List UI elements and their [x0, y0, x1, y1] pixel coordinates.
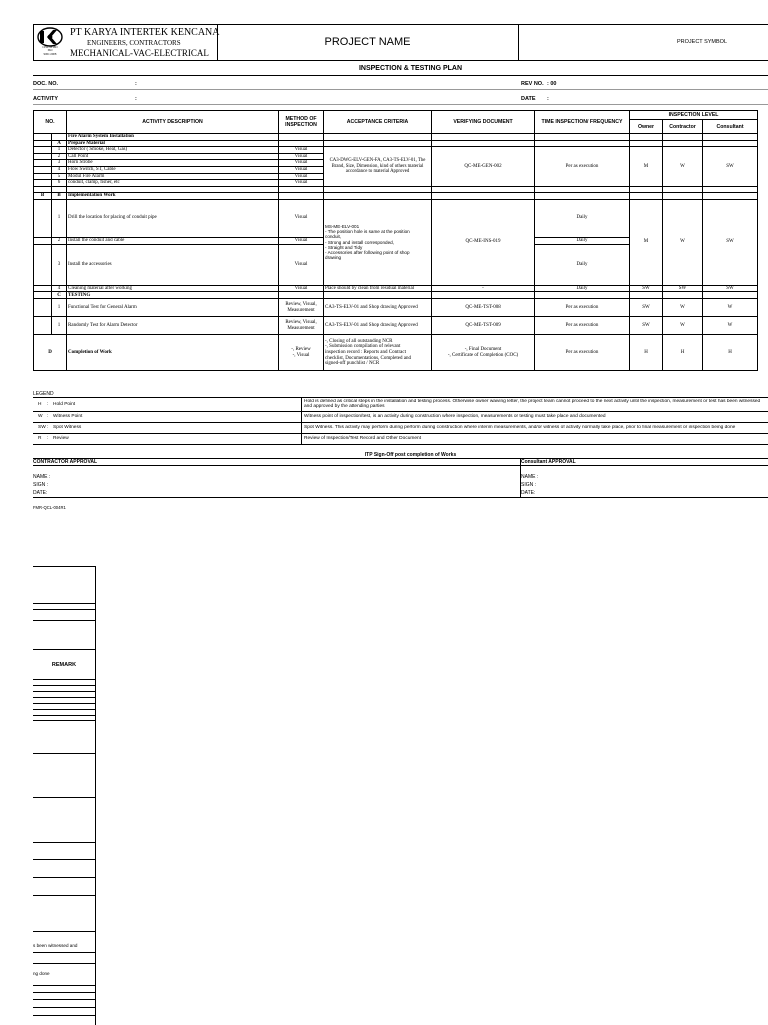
section-a-name: Prepare Material — [67, 140, 279, 147]
project-symbol: PROJECT SYMBOL — [677, 39, 728, 45]
col-acceptance: ACCEPTANCE CRITERIA — [324, 111, 432, 134]
plan-title: INSPECTION & TESTING PLAN — [358, 65, 463, 72]
section-b-name: Implementation Work — [67, 192, 279, 199]
date-colon: : — [547, 96, 549, 102]
legend-item-witness: W : Witness Point Witness point of inspection/test, is an activity during construction where inspection, measurements or testing must take place and documented — [33, 412, 768, 423]
legend-item-spot-witness: SW : Spot Witness Spot Witness. This activity may perform during perform during construction where interim measurements, and/or witness of activity normally take place, prior to final measurement or inspection being done — [33, 423, 768, 434]
table-row: 6 conduit, clamp, fisher, etc Visual — [34, 180, 758, 187]
signoff-title: ITP Sign-Off post completion of Works — [364, 452, 457, 458]
footer-code: FMR-QCL-004R1 — [33, 505, 66, 510]
table-row: 4 Flow Switch, ST, Cable Visual — [34, 166, 758, 173]
table-row: 1 Randomly Test for Alarm Detector Review, Visual, Measurement CA3-TS-ELV-01 and Shop drawing Approved QC-ME-TST-009 Per as execution SW W W — [34, 317, 758, 335]
consultant-sign: SIGN : — [521, 482, 537, 488]
company-line3: MECHANICAL-VAC-ELECTRICAL — [70, 48, 209, 58]
col-activity: ACTIVITY DESCRIPTION — [67, 111, 279, 134]
remark-column-fragment — [33, 566, 96, 1025]
doc-no-label: DOC. NO. — [33, 81, 59, 87]
section-b-letter: B — [34, 192, 52, 199]
consultant-name: NAME : — [521, 474, 539, 480]
table-row: 3 Install the accessories Visual Daily — [34, 244, 758, 285]
logo-caption: CERTIFIED ISO 9001:2008 — [42, 45, 58, 56]
section-d-name: Completion of Work — [67, 335, 279, 371]
contractor-approval: CONTRACTOR APPROVAL — [33, 459, 98, 465]
table-row: 1 Functional Test for General Alarm Review, Visual, Measurement CA3-TS-ELV-01 and Shop drawing Approved QC-ME-TST-008 Per as execution SW W W — [34, 299, 758, 317]
section-a-time: Per as execution — [535, 147, 630, 187]
col-no: NO. — [34, 111, 67, 134]
header-block — [33, 24, 768, 61]
consultant-approval: Consultant APPROVAL — [521, 459, 576, 465]
section-c-name: TESTING — [67, 292, 279, 299]
section-a-letter: A — [52, 140, 67, 147]
contractor-date: DATE: — [33, 490, 48, 496]
remark-text-1: s been witnessed and — [33, 943, 78, 948]
table-row: D Completion of Work -, Review -, Visual -, Closing of all outstanding NCR -, Submission compilation of relevant inspection record : Reports and Contract checklist, Documentations, Completed and signed-off punchlist / NCR -, Final Document -, Certificate of Completion (COC) Per as execution H H H — [34, 335, 758, 371]
section-title: Fire Alarm System Installation — [67, 134, 279, 141]
table-row: 2 Call Point Visual — [34, 153, 758, 160]
section-b-letter2: B — [52, 192, 67, 199]
activity-label: ACTIVITY — [33, 96, 59, 102]
section-b-verifying: QC-ME-INS-019 — [432, 199, 535, 285]
section-a-verifying: QC-ME-GEN-002 — [432, 147, 535, 187]
consultant-date: DATE: — [521, 490, 536, 496]
legend — [33, 398, 768, 445]
section-a-acceptance: CA3-DWG-ELV-GEN-FA, CA3-TS-ELV-01, The Brand, Size, Dimension, kind of others material accordance to material Approved — [324, 147, 432, 187]
contractor-sign: SIGN : — [33, 482, 49, 488]
col-time: TIME INSPECTION/ FREQUENCY — [535, 111, 630, 134]
remark-header: REMARK — [51, 662, 77, 668]
table-row: 1 Drill the location for placing of conduit pipe Visual MS-ME-ELV-001 - The position hole is same at the position conduit, - Strong and install corresponded, - Straight and Tidy - Accessories after following point of shop drawing QC-ME-INS-019 Daily M W SW — [34, 199, 758, 237]
section-b-acceptance: MS-ME-ELV-001 - The position hole is same at the position conduit, - Strong and install corresponded, - Straight and Tidy - Accessories after following point of shop drawing — [324, 199, 432, 285]
legend-item-hold: H : Hold Point Hold is defined as critical steps in the installation and testing process. Otherwise owner waiving letter, the project team cannot proceed to the next activity until the inspection, measurement or test has been witnessed and approved by the attending parties — [33, 398, 768, 412]
table-row: 3 Horn Strobe Visual — [34, 160, 758, 167]
col-contractor: Contractor — [663, 120, 703, 134]
col-consultant: Consultant — [703, 120, 758, 134]
section-d-letter: D — [34, 335, 67, 371]
company-name: PT KARYA INTERTEK KENCANA — [70, 27, 220, 38]
table-row: 5 Modul Fire Alarm Visual — [34, 173, 758, 180]
date-label: DATE — [521, 96, 536, 102]
table-row: 4 Cleaning material after working Visual Place should by clean from residual material - Daily SW SW SW — [34, 285, 758, 292]
col-method: METHOD OF INSPECTION — [279, 111, 324, 134]
company-line2: ENGINEERS, CONTRACTORS — [87, 39, 181, 47]
doc-no-colon: : — [135, 81, 137, 87]
remark-text-2: ng done — [33, 971, 50, 976]
rev-no-value: : 00 — [547, 81, 557, 87]
activity-colon: : — [135, 96, 137, 102]
rev-no-label: REV NO. — [521, 81, 544, 87]
project-name: PROJECT NAME — [324, 36, 411, 48]
legend-title: LEGEND — [33, 391, 54, 397]
legend-item-review: R : Review Review of Inspection/Test Record and Other Document — [33, 434, 768, 445]
col-owner: Owner — [630, 120, 663, 134]
section-c-letter: C — [52, 292, 67, 299]
itp-table — [33, 110, 758, 371]
table-row: 2 Install the conduit and cable Visual Daily — [34, 237, 758, 244]
col-verifying: VERIFYING DOCUMENT — [432, 111, 535, 134]
contractor-name: NAME : — [33, 474, 51, 480]
table-row: 1 Detector ( Smoke, Heat, Gas) Visual CA3-DWG-ELV-GEN-FA, CA3-TS-ELV-01, The Brand, Size, Dimension, kind of others material accordance to material Approved QC-ME-GEN-002 Per as execution M W SW — [34, 147, 758, 154]
col-inspection-level: INSPECTION LEVEL — [630, 111, 758, 120]
